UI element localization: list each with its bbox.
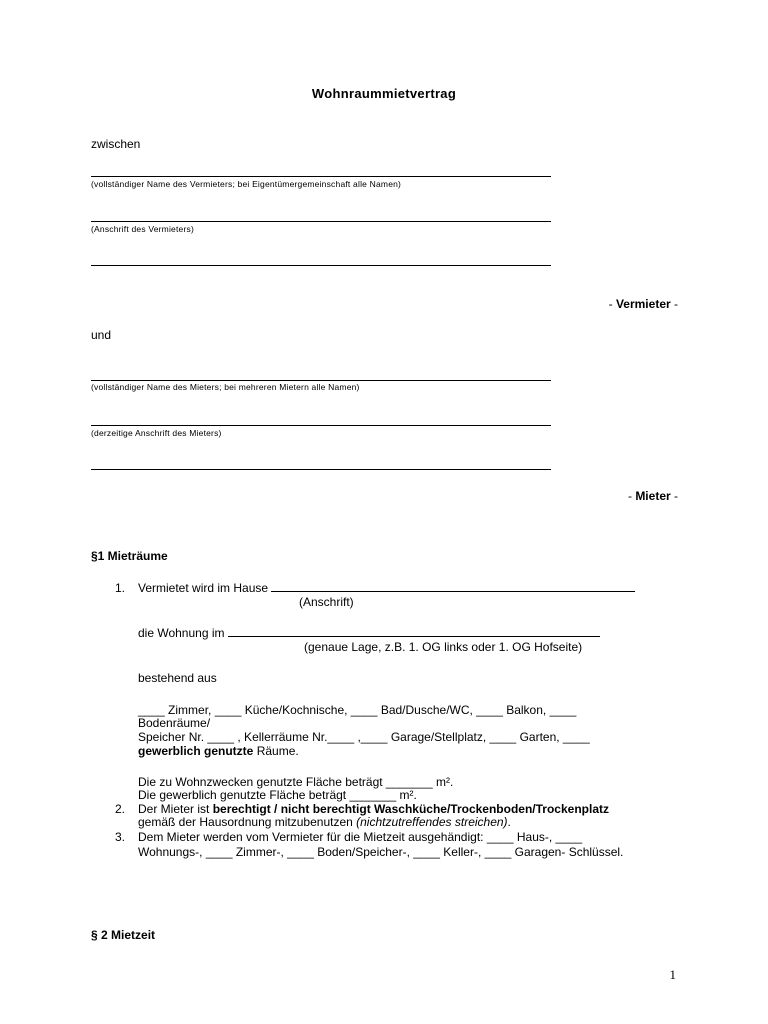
item3-line-1: Dem Mieter werden vom Vermieter für die Mietzeit ausgehändigt: ____ Haus-, ____ <box>138 830 583 844</box>
rooms-line-2: Bodenräume/ <box>138 716 211 730</box>
item2-number: 2. <box>115 802 126 816</box>
landlord-role-suffix: - <box>670 297 678 311</box>
commercial-area-line: Die gewerblich genutzte Fläche beträgt _______ m². <box>138 788 417 802</box>
landlord-name-line[interactable] <box>91 176 551 177</box>
item3-number: 3. <box>115 830 126 844</box>
house-hint: (Anschrift) <box>299 595 354 609</box>
landlord-role-prefix: - <box>608 297 616 311</box>
flat-row <box>138 626 600 640</box>
flat-location-field[interactable] <box>228 627 600 637</box>
document-title: Wohnraummietvertrag <box>311 86 457 101</box>
commercial-rooms-bold: gewerblich genutzte <box>138 744 254 758</box>
flat-hint: (genaue Lage, z.B. 1. OG links oder 1. OG Hofseite) <box>304 640 583 654</box>
tenant-role-suffix: - <box>670 489 678 503</box>
between-label: zwischen <box>91 137 141 151</box>
tenant-role-label <box>628 489 678 503</box>
landlord-address-hint: (Anschrift des Vermieters) <box>91 224 194 234</box>
house-row <box>138 581 635 595</box>
item2-line-1 <box>138 802 609 816</box>
item2-strike-note: (nichtzutreffendes streichen) <box>356 815 508 829</box>
landlord-name-hint: (vollständiger Name des Vermieters; bei Eigentümergemeinschaft alle Namen) <box>91 179 402 189</box>
tenant-role-text: Mieter <box>635 489 671 503</box>
item1-number: 1. <box>115 581 126 595</box>
house-label: Vermietet wird im Hause <box>138 581 269 595</box>
rooms-line-4 <box>138 744 299 758</box>
and-label: und <box>91 328 112 342</box>
landlord-address-line[interactable] <box>91 221 551 222</box>
item3-line-2: Wohnungs-, ____ Zimmer-, ____ Boden/Speicher-, ____ Keller-, ____ Garagen- Schlüssel. <box>138 845 624 859</box>
rooms-line-3: Speicher Nr. ____ , Kellerräume Nr.____ ,____ Garage/Stellplatz, ____ Garten, ____ <box>138 730 590 744</box>
flat-label: die Wohnung im <box>138 626 225 640</box>
tenant-role-prefix: - <box>627 489 636 503</box>
landlord-address-line-2[interactable] <box>91 265 551 266</box>
page-number: 1 <box>669 967 676 982</box>
rooms-line-1: ____ Zimmer, ____ Küche/Kochnische, ____ Bad/Dusche/WC, ____ Balkon, ____ <box>138 703 577 717</box>
item2-line-1-start: Der Mieter ist <box>138 802 213 816</box>
tenant-name-hint: (vollständiger Name des Mieters; bei mehreren Mietern alle Namen) <box>91 382 360 392</box>
house-address-field[interactable] <box>271 582 635 592</box>
item2-line-2-start: gemäß der Hausordnung mitzubenutzen <box>138 815 357 829</box>
item2-line-2-end: . <box>507 815 511 829</box>
tenant-name-line[interactable] <box>91 380 551 381</box>
consisting-of-label: bestehend aus <box>138 671 217 685</box>
tenant-address-line-2[interactable] <box>91 469 551 470</box>
item2-line-2 <box>138 815 511 829</box>
tenant-address-hint: (derzeitige Anschrift des Mieters) <box>91 428 222 438</box>
item2-permission-bold: berechtigt / nicht berechtigt Waschküche/Trockenboden/Trockenplatz <box>212 802 609 816</box>
landlord-role-text: Vermieter <box>615 297 671 311</box>
section2-heading: § 2 Mietzeit <box>91 928 156 942</box>
landlord-role-label <box>609 297 678 311</box>
living-area-line: Die zu Wohnzwecken genutzte Fläche beträgt _______ m². <box>138 775 454 789</box>
rooms-line-4-rest: Räume. <box>253 744 299 758</box>
section1-heading: §1 Mieträume <box>91 549 168 563</box>
tenant-address-line[interactable] <box>91 425 551 426</box>
